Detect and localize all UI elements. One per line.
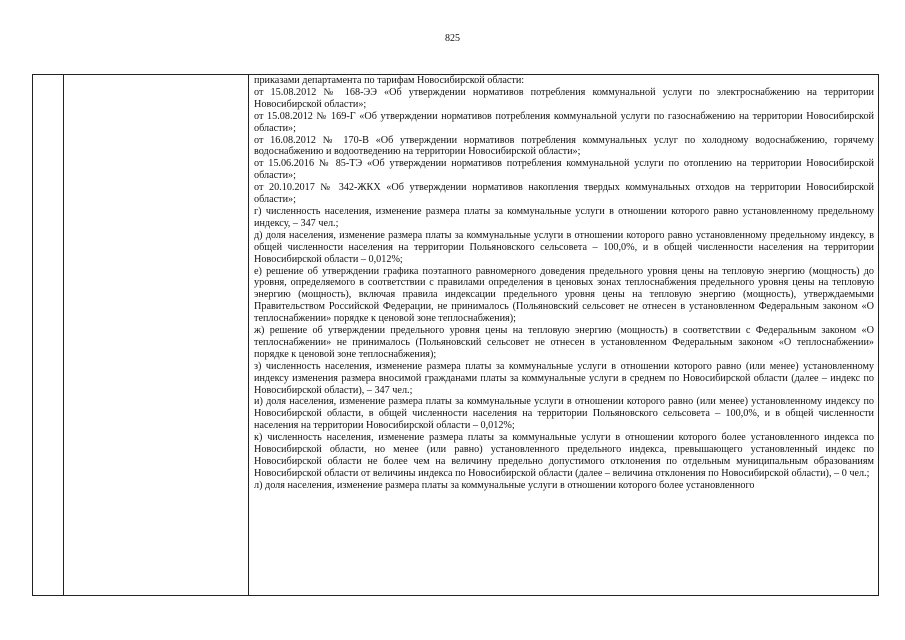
table-cell-number — [33, 75, 64, 596]
page-number: 825 — [445, 33, 460, 44]
paragraph: з) численность населения, изменение размера платы за коммунальные услуги в отношении которого равно (или менее) установленному индексу изменения размера вносимой гражданами платы за коммунальные услуги в среднем по Новосибирской области (далее – индекс по Новосибирской области), – 347 чел.; — [254, 360, 874, 396]
paragraph: приказами департамента по тарифам Новосибирской области: — [254, 75, 525, 86]
table-cell-content — [249, 75, 879, 596]
paragraph: от 15.08.2012 № 169-Г «Об утверждении нормативов потребления коммунальной услуги по газоснабжению на территории Новосибирской области»; — [254, 110, 874, 134]
document-text — [254, 75, 874, 595]
paragraph: д) доля населения, изменение размера платы за коммунальные услуги в отношении которого равно установленному предельному индексу, в общей численности населения на территории Польяновского сельсовета – 100,0%, и в общей численности населения на территории Новосибирской области – 0,012%; — [254, 229, 874, 265]
paragraph: от 16.08.2012 № 170-В «Об утверждении нормативов потребления коммунальных услуг по холодному водоснабжению, горячему водоснабжению и водоотведению на территории Новосибирской области»; — [254, 134, 874, 158]
document-table — [32, 74, 879, 596]
paragraph: от 15.08.2012 № 168-ЭЭ «Об утверждении нормативов потребления коммунальной услуги по электроснабжению на территории Новосибирской области»; — [254, 86, 874, 110]
paragraph: от 15.06.2016 № 85-ТЭ «Об утверждении нормативов потребления коммунальной услуги по отоплению на территории Новосибирской области»; — [254, 158, 874, 182]
paragraph: ж) решение об утверждении предельного уровня цены на тепловую энергию (мощность) в соответствии с Федеральным законом «О теплоснабжении» не принималось (Польяновский сельсовет не отнесен в установленном Федеральным законом «О теплоснабжении» порядке к ценовой зоне теплоснабжения); — [254, 325, 874, 360]
table-row — [33, 75, 879, 596]
paragraph: г) численность населения, изменение размера платы за коммунальные услуги в отношении которого равно установленному предельному индексу, – 347 чел.; — [254, 205, 874, 229]
paragraph: и) доля населения, изменение размера платы за коммунальные услуги в отношении которого равно (или менее) установленному индексу по Новосибирской области, в общей численности населения на территории Польяновского сельсовета – 100,0%, и в общей численности населения на территории Новосибирской области – 0,012%; — [254, 396, 874, 432]
paragraph: к) численность населения, изменение размера платы за коммунальные услуги в отношении которого более установленного индекса по Новосибирской области, но менее (или равно) установленного предельного индекса, превышающего установленный индекс по Новосибирской области не более чем на величину предельно допустимого отклонения по отдельным муниципальным образованиям Новосибирской области от величины индекса по Новосибирской области (далее – величина отклонения по Новосибирской области), – 0 чел.; — [254, 432, 874, 479]
paragraph: е) решение об утверждении графика поэтапного равномерного доведения предельного уровня цены на тепловую энергию (мощность) до уровня, определяемого в соответствии с правилами определения в ценовых зонах теплоснабжения предельного уровня цены на тепловую энергию (мощность), включая правила индексации предельного уровня цены на тепловую энергию (мощность), утверждаемыми Правительством Российской Федерации, не принималось (Польяновский сельсовет не отнесен в установленном Федеральным законом «О теплоснабжении» порядке к ценовой зоне теплоснабжения); — [254, 265, 874, 325]
paragraph: л) доля населения, изменение размера платы за коммунальные услуги в отношении которого более установленного — [254, 479, 755, 491]
table-cell-name — [64, 75, 249, 596]
paragraph: от 20.10.2017 № 342-ЖКХ «Об утверждении нормативов накопления твердых коммунальных отходов на территории Новосибирской области»; — [254, 182, 874, 206]
